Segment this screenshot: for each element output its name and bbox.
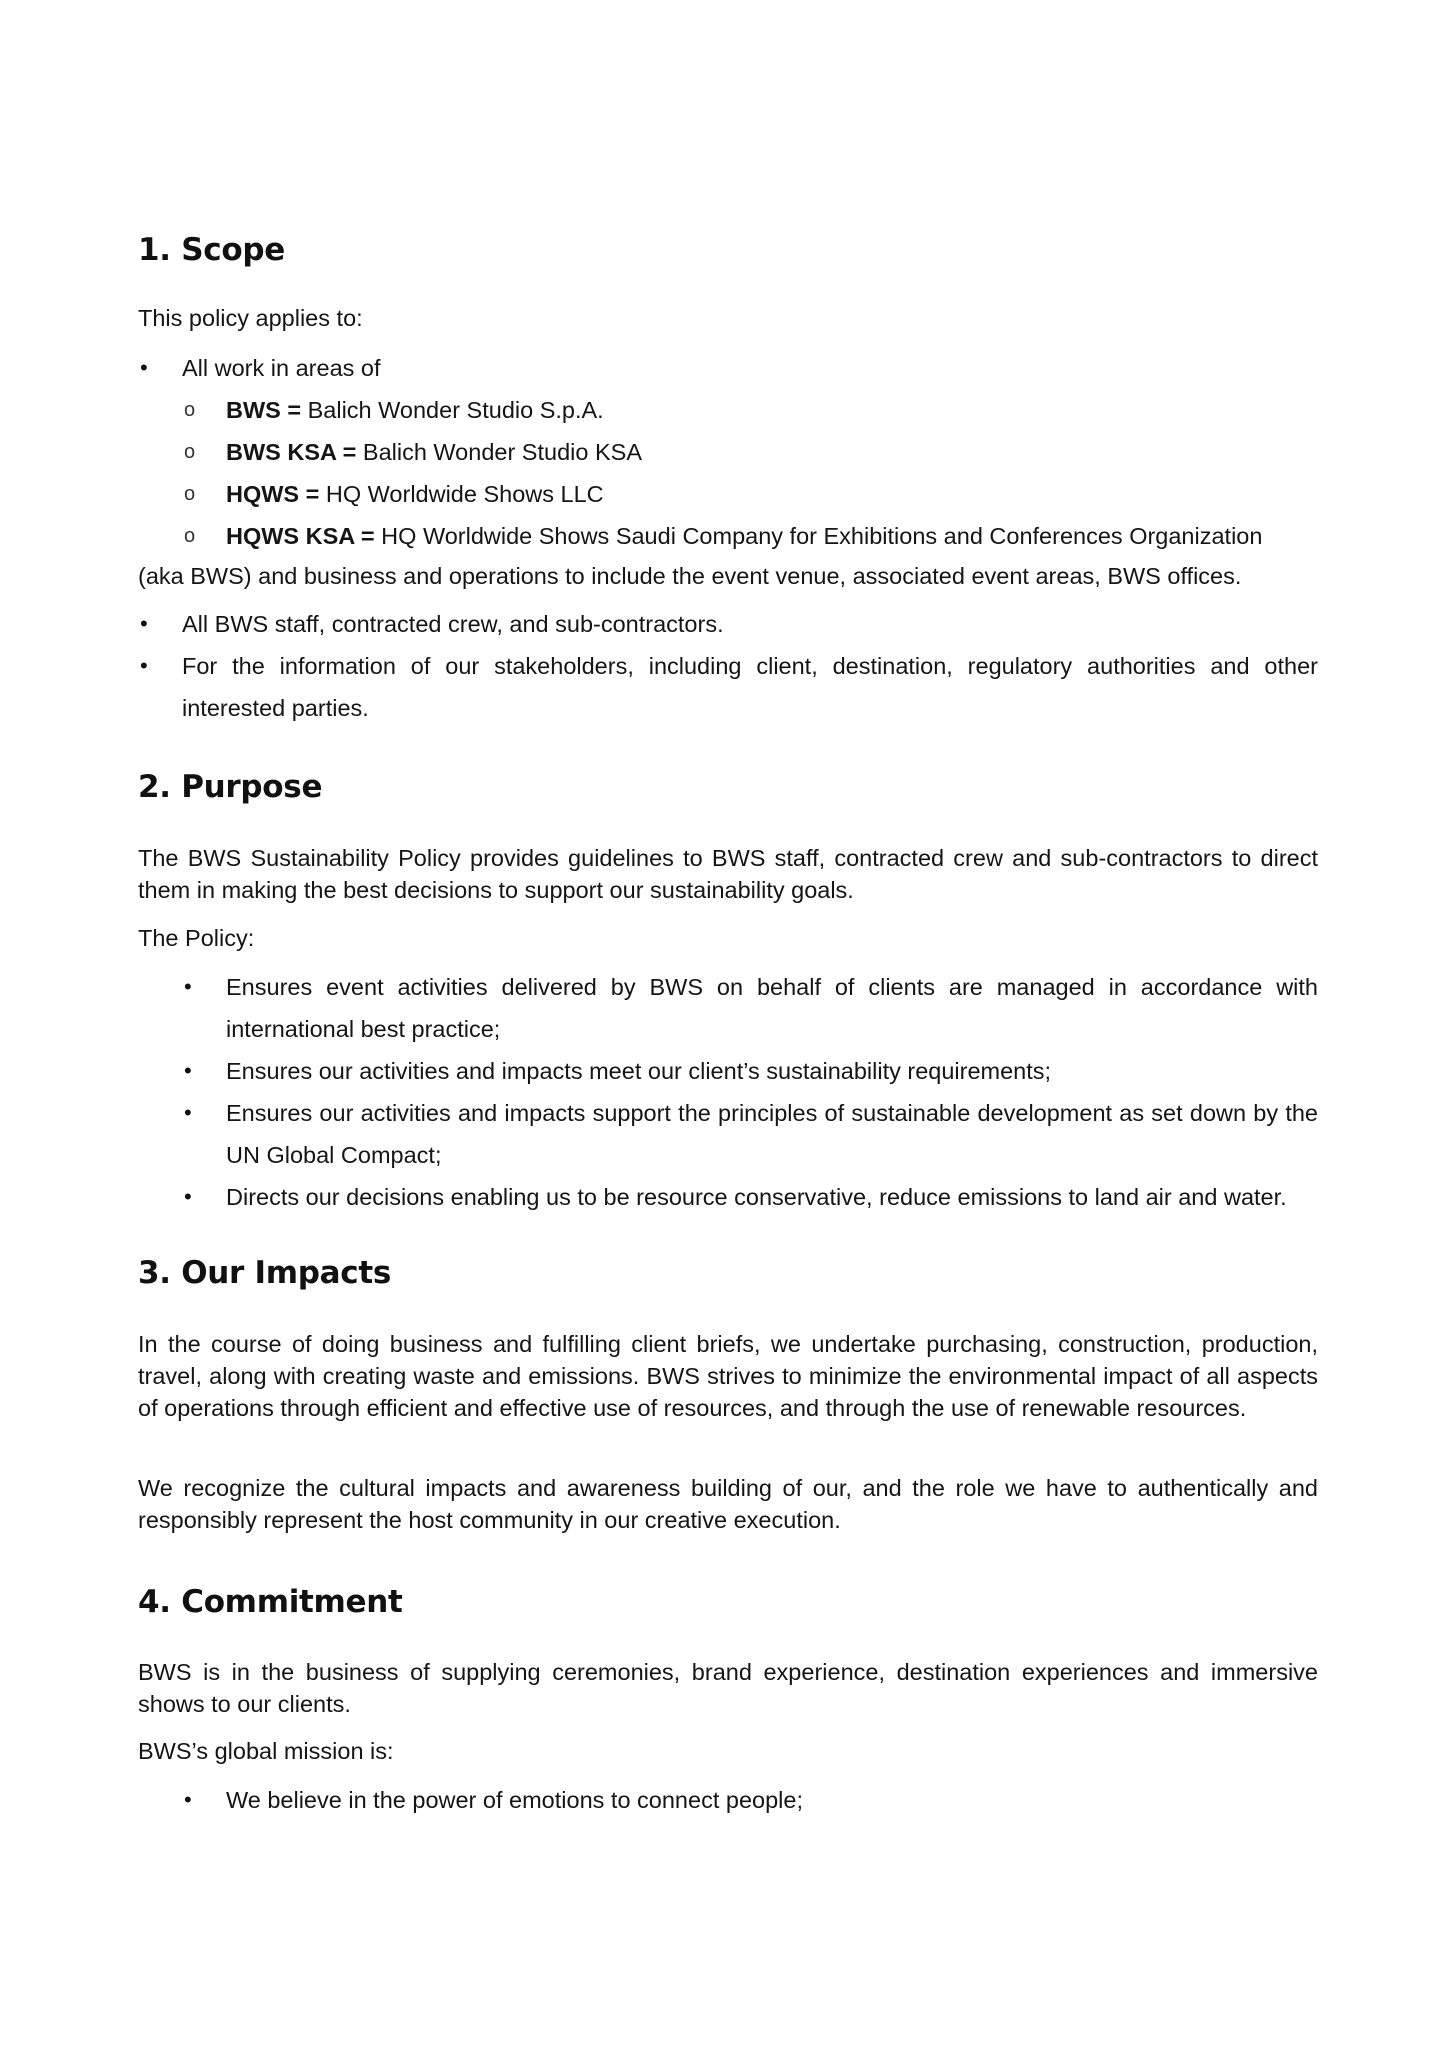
policy-bullet-3: Ensures our activities and impacts support the principles of sustainable development as set down by the UN Global Compact; [226, 1100, 1318, 1168]
scope-intro: This policy applies to: [138, 305, 363, 331]
entity-bws: BWS = Balich Wonder Studio S.p.A. [226, 397, 604, 423]
policy-bullet-4: Directs our decisions enabling us to be resource conservative, reduce emissions to land air and water. [226, 1184, 1287, 1210]
policy-bullet-1: Ensures event activities delivered by BWS on behalf of clients are managed in accordance with international best practice; [226, 974, 1318, 1042]
bullet-icon: • [184, 1787, 192, 1812]
impacts-paragraph-1: In the course of doing business and fulfilling client briefs, we undertake purchasing, construction, production, travel, along with creating waste and emissions. BWS strives to minimize the environmental impact of all aspects of operations through efficient and effective use of resources, and through the use of renewable resources. [138, 1331, 1318, 1421]
section-heading-scope: 1. Scope [138, 232, 285, 268]
bullet-icon: • [184, 1058, 192, 1083]
bullet-icon: • [184, 1184, 192, 1209]
entity-hqws-ksa: HQWS KSA = HQ Worldwide Shows Saudi Company for Exhibitions and Conferences Organization [226, 523, 1263, 549]
bullet-icon: • [184, 1100, 192, 1125]
section-heading-impacts: 3. Our Impacts [138, 1255, 392, 1291]
bullet-icon: • [140, 653, 148, 678]
bullet-icon: • [184, 974, 192, 999]
impacts-paragraph-2: We recognize the cultural impacts and awareness building of our, and the role we have to authentically and responsibly represent the host community in our creative execution. [138, 1475, 1318, 1533]
circle-bullet-icon: o [184, 525, 196, 547]
purpose-paragraph: The BWS Sustainability Policy provides guidelines to BWS staff, contracted crew and sub-contractors to direct them in making the best decisions to support our sustainability goals. [138, 845, 1318, 903]
scope-aka-line: (aka BWS) and business and operations to include the event venue, associated event areas, BWS offices. [138, 563, 1242, 589]
scope-item-stakeholders-line1: For the information of our stakeholders, including client, destination, regulatory authorities and other [182, 653, 1318, 679]
circle-bullet-icon: o [184, 399, 196, 421]
entity-hqws: HQWS = HQ Worldwide Shows LLC [226, 481, 604, 507]
circle-bullet-icon: o [184, 483, 196, 505]
commitment-paragraph: BWS is in the business of supplying ceremonies, brand experience, destination experiences and immersive shows to our clients. [138, 1659, 1318, 1717]
bullet-icon: • [140, 611, 148, 636]
section-heading-commitment: 4. Commitment [138, 1584, 403, 1620]
scope-item-staff: All BWS staff, contracted crew, and sub-contractors. [182, 611, 724, 637]
bullet-icon: • [140, 355, 148, 380]
policy-bullet-2: Ensures our activities and impacts meet our client’s sustainability requirements; [226, 1058, 1052, 1084]
scope-item-work-areas: All work in areas of [182, 355, 381, 381]
document-page [138, 0, 1318, 2048]
mission-bullet-1: We believe in the power of emotions to connect people; [226, 1787, 803, 1813]
section-heading-purpose: 2. Purpose [138, 769, 323, 805]
circle-bullet-icon: o [184, 441, 196, 463]
mission-label: BWS’s global mission is: [138, 1738, 394, 1764]
entity-bws-ksa: BWS KSA = Balich Wonder Studio KSA [226, 439, 642, 465]
policy-label: The Policy: [138, 925, 255, 951]
scope-item-stakeholders-line2: interested parties. [182, 695, 369, 721]
